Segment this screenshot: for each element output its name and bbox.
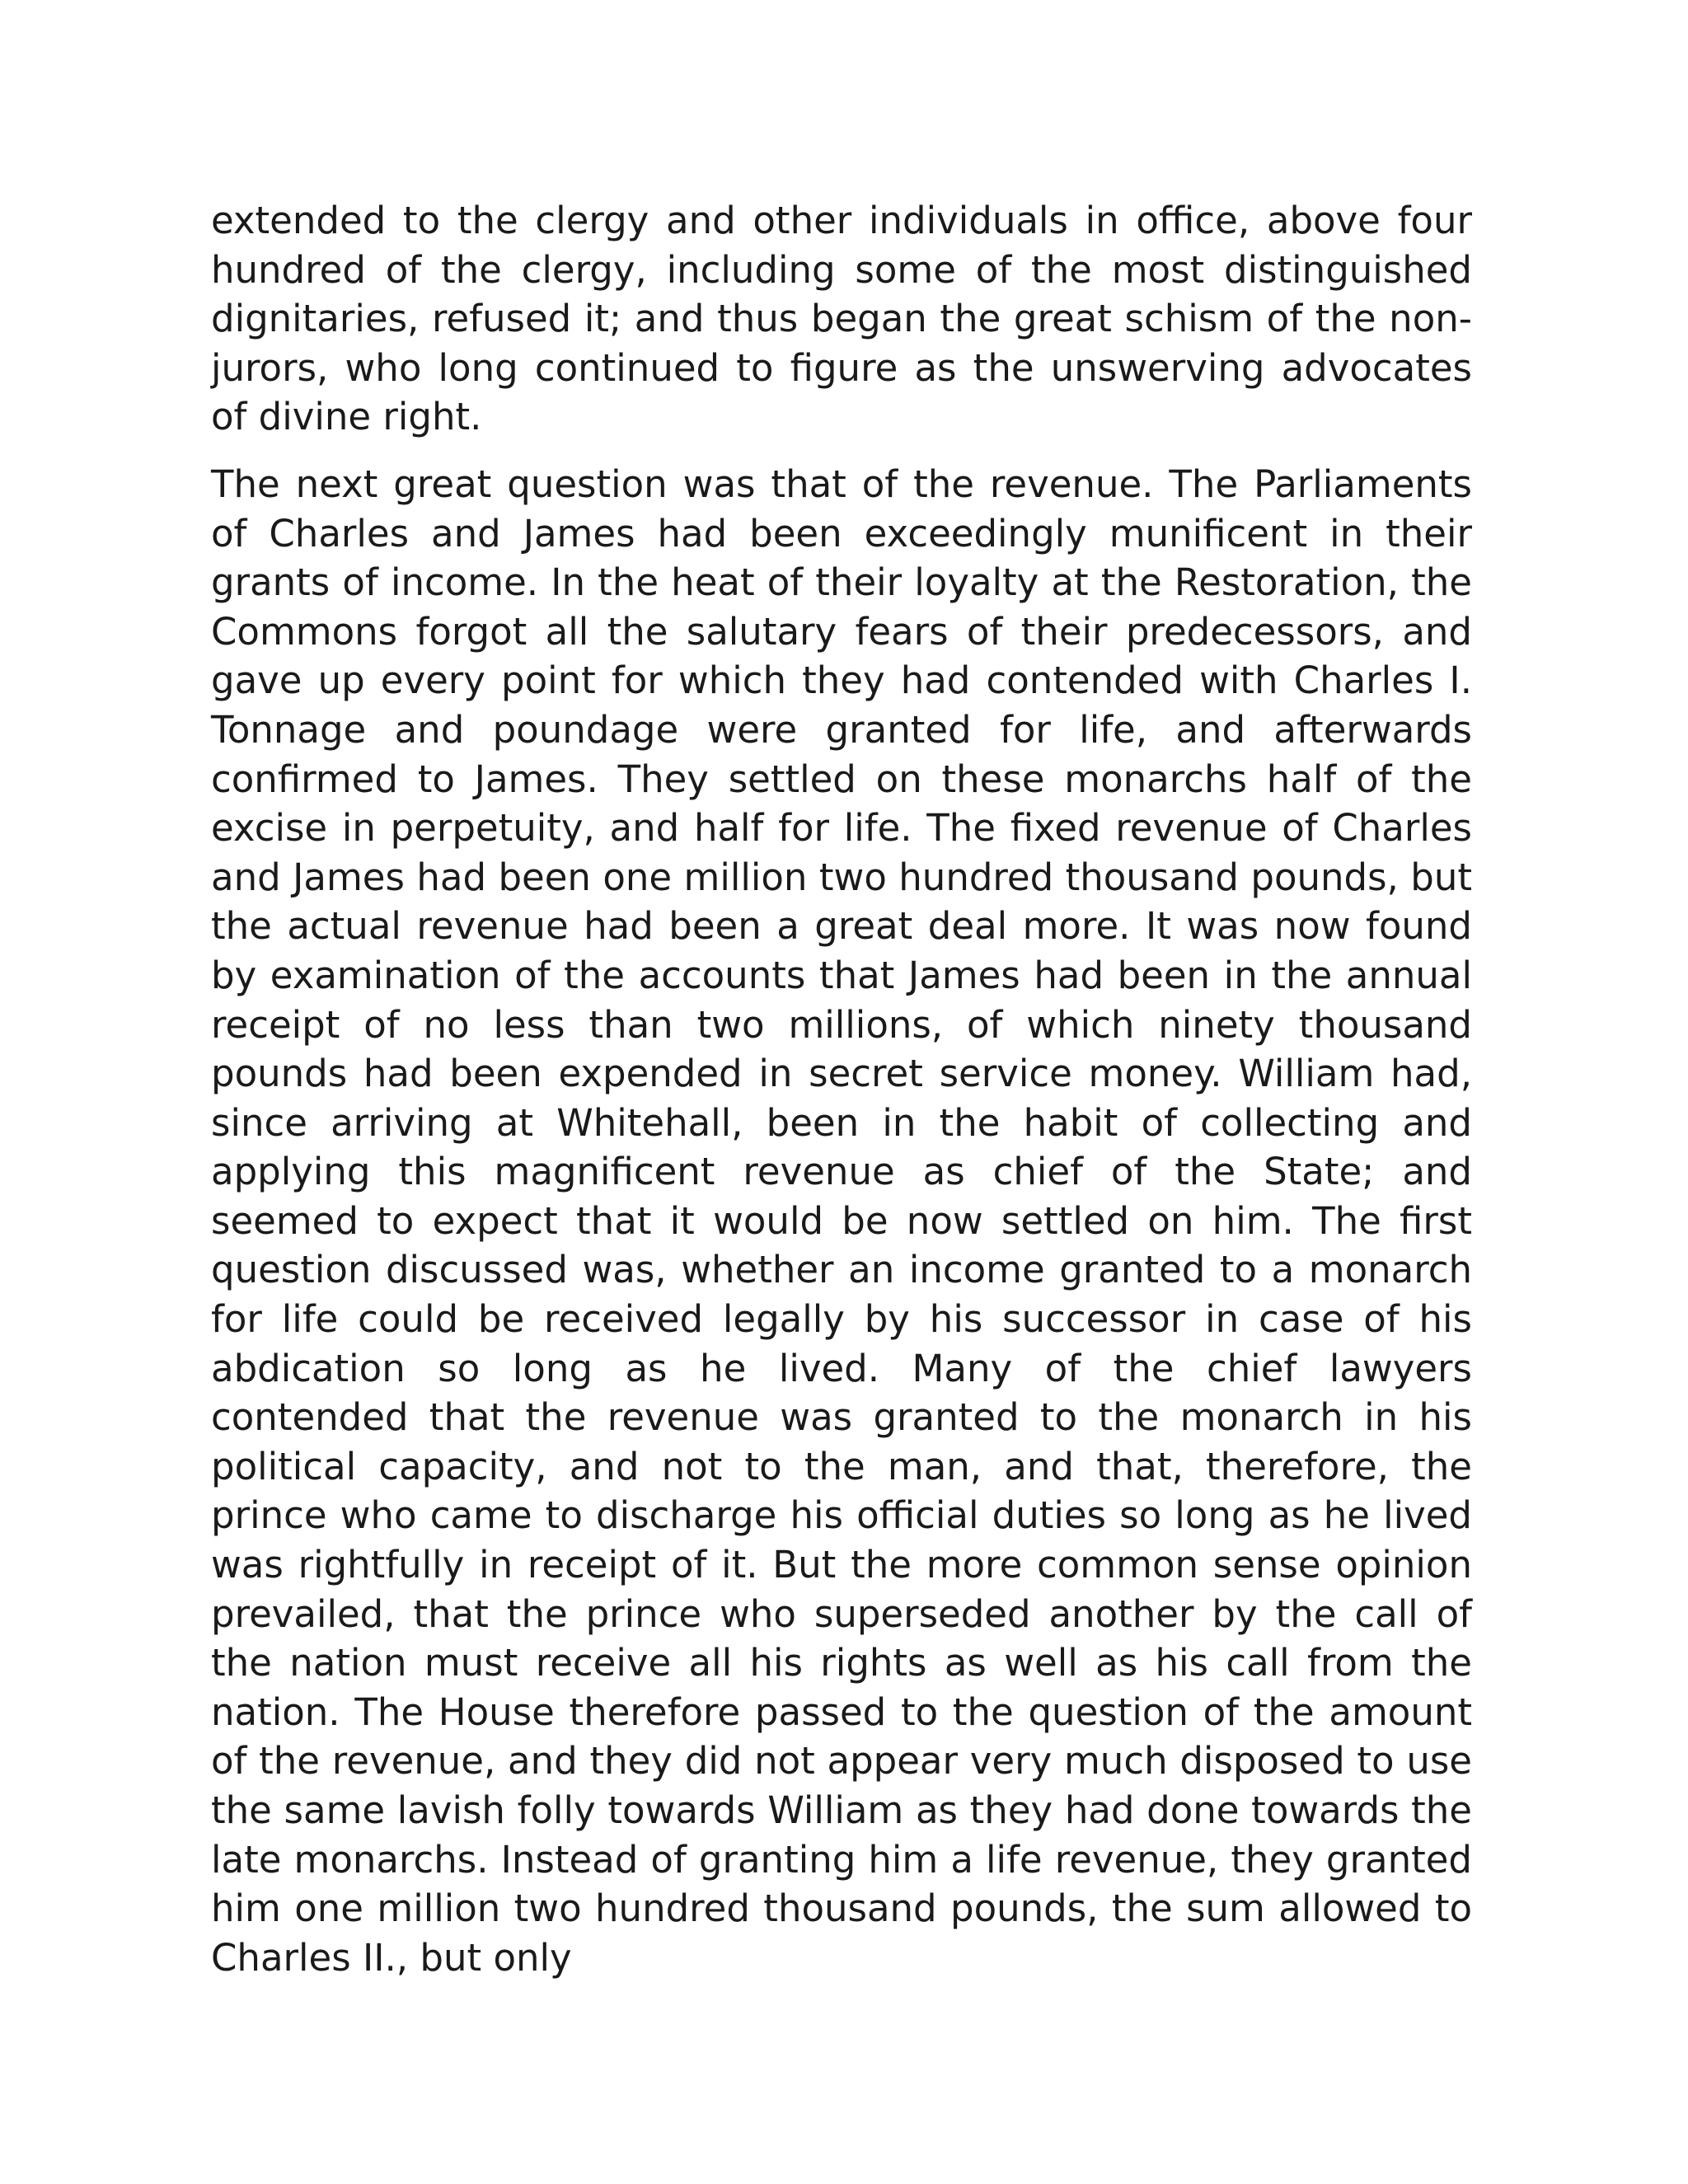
paragraph-2: The next great question was that of the revenue. The Parliaments of Charles and James had been exceedingly munificent in their grants of income. In the heat of their loyalty at the Restoration, the Commons forgot all the salutary fears of their predecessors, and gave up every point for which they had contended with Charles I. Tonnage and poundage were granted for life, and afterwards confirmed to James. They settled on these monarchs half of the excise in perpetuity, and half for life. The fixed revenue of Charles and James had been one million two hundred thousand pounds, but the actual revenue had been a great deal more. It was now found by examination of the accounts that James had been in the annual receipt of no less than two millions, of which ninety thousand pounds had been expended in secret service money. William had, since arriving at Whitehall, been in the habit of collecting and applying this magnificent revenue as chief of the State; and seemed to expect that it would be now settled on him. The first question discussed was, whether an income granted to a monarch for life could be received legally by his successor in case of his abdication so long as he lived. Many of the chief lawyers contended that the revenue was granted to the monarch in his political capacity, and not to the man, and that, therefore, the prince who came to discharge his official duties so long as he lived was rightfully in receipt of it. But the more common sense opinion prevailed, that the prince who superseded another by the call of the nation must receive all his rights as well as his call from the nation. The House therefore passed to the question of the amount of the revenue, and they did not appear very much disposed to use the same lavish folly towards William as they had done towards the late monarchs. Instead of granting him a life revenue, they granted him one million two hundred thousand pounds, the sum allowed to Charles II., but only [211, 462, 1472, 1980]
paragraph-1: extended to the clergy and other individuals in office, above four hundred of the clergy, including some of the most distinguished dignitaries, refused it; and thus began the great schism of the non-jurors, who long continued to figure as the unswerving advocates of divine right. [211, 199, 1472, 439]
document-page [211, 196, 1472, 1982]
